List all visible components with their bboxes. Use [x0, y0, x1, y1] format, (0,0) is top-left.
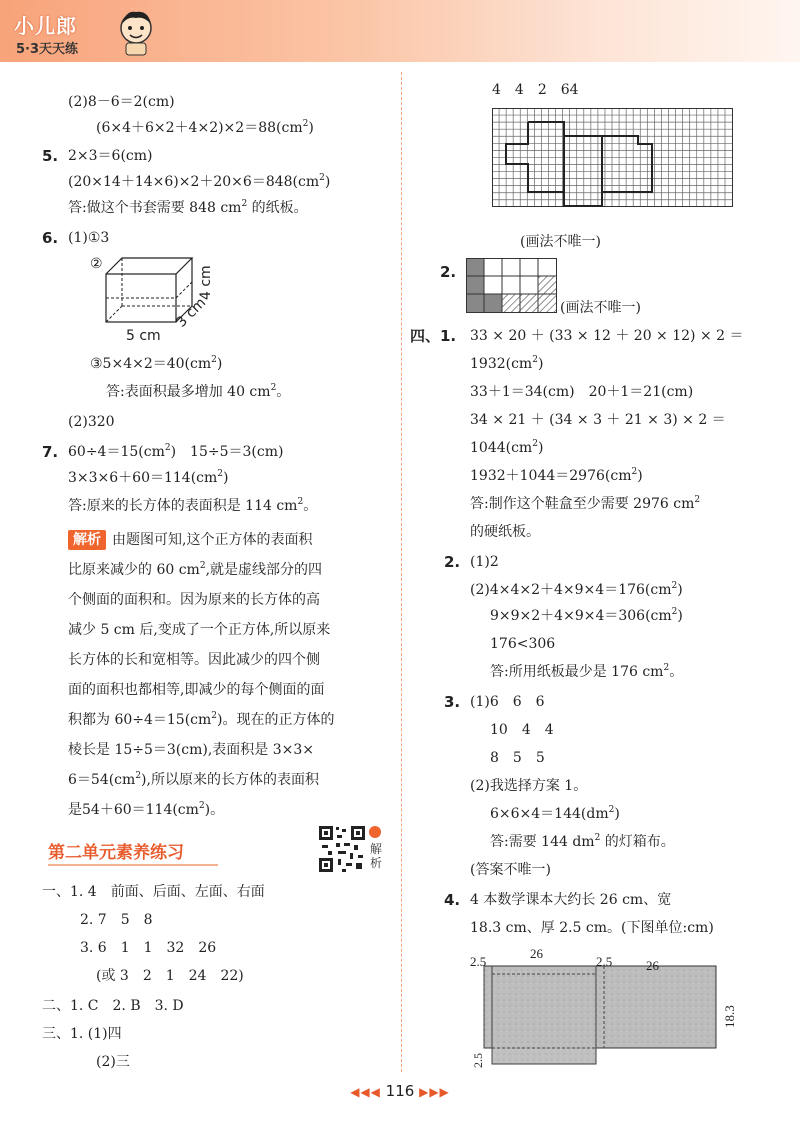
answer-line: $(20\times 14+14\times 6)\times 2+20\times 6=848(cm^2)$ [68, 173, 331, 190]
brand-logo: 小儿郎 [14, 14, 77, 38]
answer-line: 4 本数学课本大约长 26 cm、宽 [470, 892, 672, 908]
answer-line: 176<306 [490, 636, 556, 652]
analysis-line: $6=54(cm^2)$,所以原来的长方体的表面积 [68, 771, 319, 788]
next-arrows-icon: ▶▶▶ [419, 1085, 450, 1099]
answer-line: 10 4 4 [490, 722, 554, 738]
analysis-line: 比原来减少的 60 $cm^2$,就是虚线部分的四 [68, 561, 323, 578]
page-header [0, 0, 800, 62]
answer-line: 4 4 2 64 [492, 82, 579, 98]
answer-line: (2)320 [68, 414, 115, 430]
answer-line: (1)6 6 6 [470, 694, 545, 710]
fig-label: 2.5 [471, 1053, 485, 1068]
answer-line: $3\times 3\times 6+60=114(cm^2)$ [68, 469, 229, 486]
question-number: 2. [444, 553, 461, 571]
answer-line: $③5\times 4\times 2=40(cm^2)$ [90, 355, 223, 372]
answer-line: 3. 6 1 1 32 26 [80, 940, 217, 956]
page-number: 116 [385, 1082, 415, 1100]
analysis-line: 减少 5 cm 后,变成了一个正方体,所以原来 [68, 622, 331, 638]
question-number: 3. [444, 693, 461, 711]
answer-line: 33＋1＝34(cm) 20＋1＝21(cm) [470, 384, 694, 400]
analysis-line: 积都为 $60\div 4=15(cm^2)$。现在的正方体的 [68, 711, 335, 728]
fig-label: 26 [530, 946, 543, 961]
fig-label: 2.5 [470, 954, 487, 969]
answer-line: (画法不唯一) [520, 234, 601, 250]
answer-line: $9\times 9\times 2+4\times 9\times 4=306(cm^2)$ [490, 607, 683, 624]
answer-line: $60\div 4=15(cm^2)$ 15÷5＝3(cm) [68, 443, 284, 460]
answer-line: 18.3 cm、厚 2.5 cm。(下图单位:cm) [470, 920, 714, 936]
answer-line: 的硬纸板。 [470, 524, 540, 540]
dimension-width: 5 cm [126, 328, 161, 344]
analysis-tag: 解析 [68, 530, 106, 550]
answer-line: 2. 7 5 8 [80, 912, 153, 928]
fig-label: 26 [646, 958, 659, 973]
answer-line: 8 5 5 [490, 750, 545, 766]
answer-line: $(6\times 4+6\times 2+4\times 2)\times 2=88(cm^2)$ [96, 119, 314, 136]
answer-line: (2)我选择方案 1。 [470, 778, 588, 794]
mascot-icon [116, 8, 156, 56]
answer-line: (或 3 2 1 24 22) [96, 968, 244, 984]
analysis-line: 是$54+60=114(cm^2)$。 [68, 801, 225, 818]
answer-line: (1)2 [470, 554, 499, 570]
circle-label: ② [90, 256, 103, 272]
question-number: 2. [440, 263, 457, 281]
question-number: 四、1. [410, 327, 457, 345]
answer-line: $1932(cm^2)$ [470, 355, 544, 372]
qr-code-icon[interactable] [318, 825, 366, 873]
answer-line: $(2)4\times 4\times 2+4\times 9\times 4=176(cm^2)$ [470, 581, 683, 598]
fig-label: 18.3 [722, 1005, 737, 1028]
shaded-grid [466, 258, 562, 318]
answer-line: 答:制作这个鞋盒至少需要 2976 $cm^2$ [470, 495, 701, 512]
analysis-line: 个侧面的面积和。因为原来的长方体的高 [68, 592, 320, 608]
answer-line: 三、1. (1)四 [42, 1026, 122, 1042]
play-icon[interactable] [369, 826, 381, 838]
answer-line: $6\times 6\times 4=144(dm^2)$ [490, 805, 620, 822]
answer-line: 答:所用纸板最少是 176 $cm^2$。 [490, 663, 684, 680]
question-number: 7. [42, 443, 59, 461]
question-number: 5. [42, 147, 59, 165]
analysis-line: 面的面积也都相等,即减少的每个侧面的面 [68, 682, 325, 698]
analysis-line: 解析 由题图可知,这个正方体的表面积 [68, 530, 312, 550]
answer-line: 二、1. C 2. B 3. D [42, 998, 184, 1014]
analysis-line: 棱长是 15÷5＝3(cm),表面积是 3×3× [68, 742, 315, 758]
answer-line: 34 × 21 ＋ (34 × 3 ＋ 21 × 3) × 2 ＝ [470, 412, 726, 428]
answer-line: $1932+1044=2976(cm^2)$ [470, 467, 643, 484]
answer-line: (1)①3 [68, 230, 110, 246]
column-divider [401, 72, 402, 1072]
section-underline [48, 864, 218, 866]
series-label: 5·3天天练 [16, 42, 79, 57]
answer-line: 答:做这个书套需要 848 $cm^2$ 的纸板。 [68, 199, 308, 216]
answer-line: (2)三 [96, 1054, 130, 1070]
question-number: 4. [444, 891, 461, 909]
answer-line: (答案不唯一) [470, 862, 551, 878]
dimension-depth: 3 cm [173, 294, 210, 331]
answer-line: (2)8－6＝2(cm) [68, 94, 175, 110]
fig-label: 2.5 [596, 954, 613, 969]
question-number: 6. [42, 229, 59, 247]
page-footer [0, 1082, 800, 1100]
dimension-height: 4 cm [198, 265, 214, 300]
answer-line: $1044(cm^2)$ [470, 439, 544, 456]
answer-line: 答:原来的长方体的表面积是 114 $cm^2$。 [68, 497, 318, 514]
answer-line: 2×3＝6(cm) [68, 148, 153, 164]
analysis-line: 长方体的长和宽相等。因此减少的四个侧 [68, 652, 320, 668]
section-title: 第二单元素养练习 [48, 843, 184, 863]
answer-line: 答:表面积最多增加 40 $cm^2$。 [106, 383, 291, 400]
unfolding-grid [492, 108, 734, 218]
answer-line: 答:需要 144 $dm^2$ 的灯箱布。 [490, 833, 675, 850]
answer-line: 一、1. 4 前面、后面、左面、右面 [42, 884, 265, 900]
answer-line: 33 × 20 ＋ (33 × 12 ＋ 20 × 12) × 2 ＝ [470, 328, 744, 344]
qr-label: 解析 [370, 842, 383, 870]
prev-arrows-icon: ◀◀◀ [350, 1085, 381, 1099]
answer-line: (画法不唯一) [560, 300, 641, 316]
